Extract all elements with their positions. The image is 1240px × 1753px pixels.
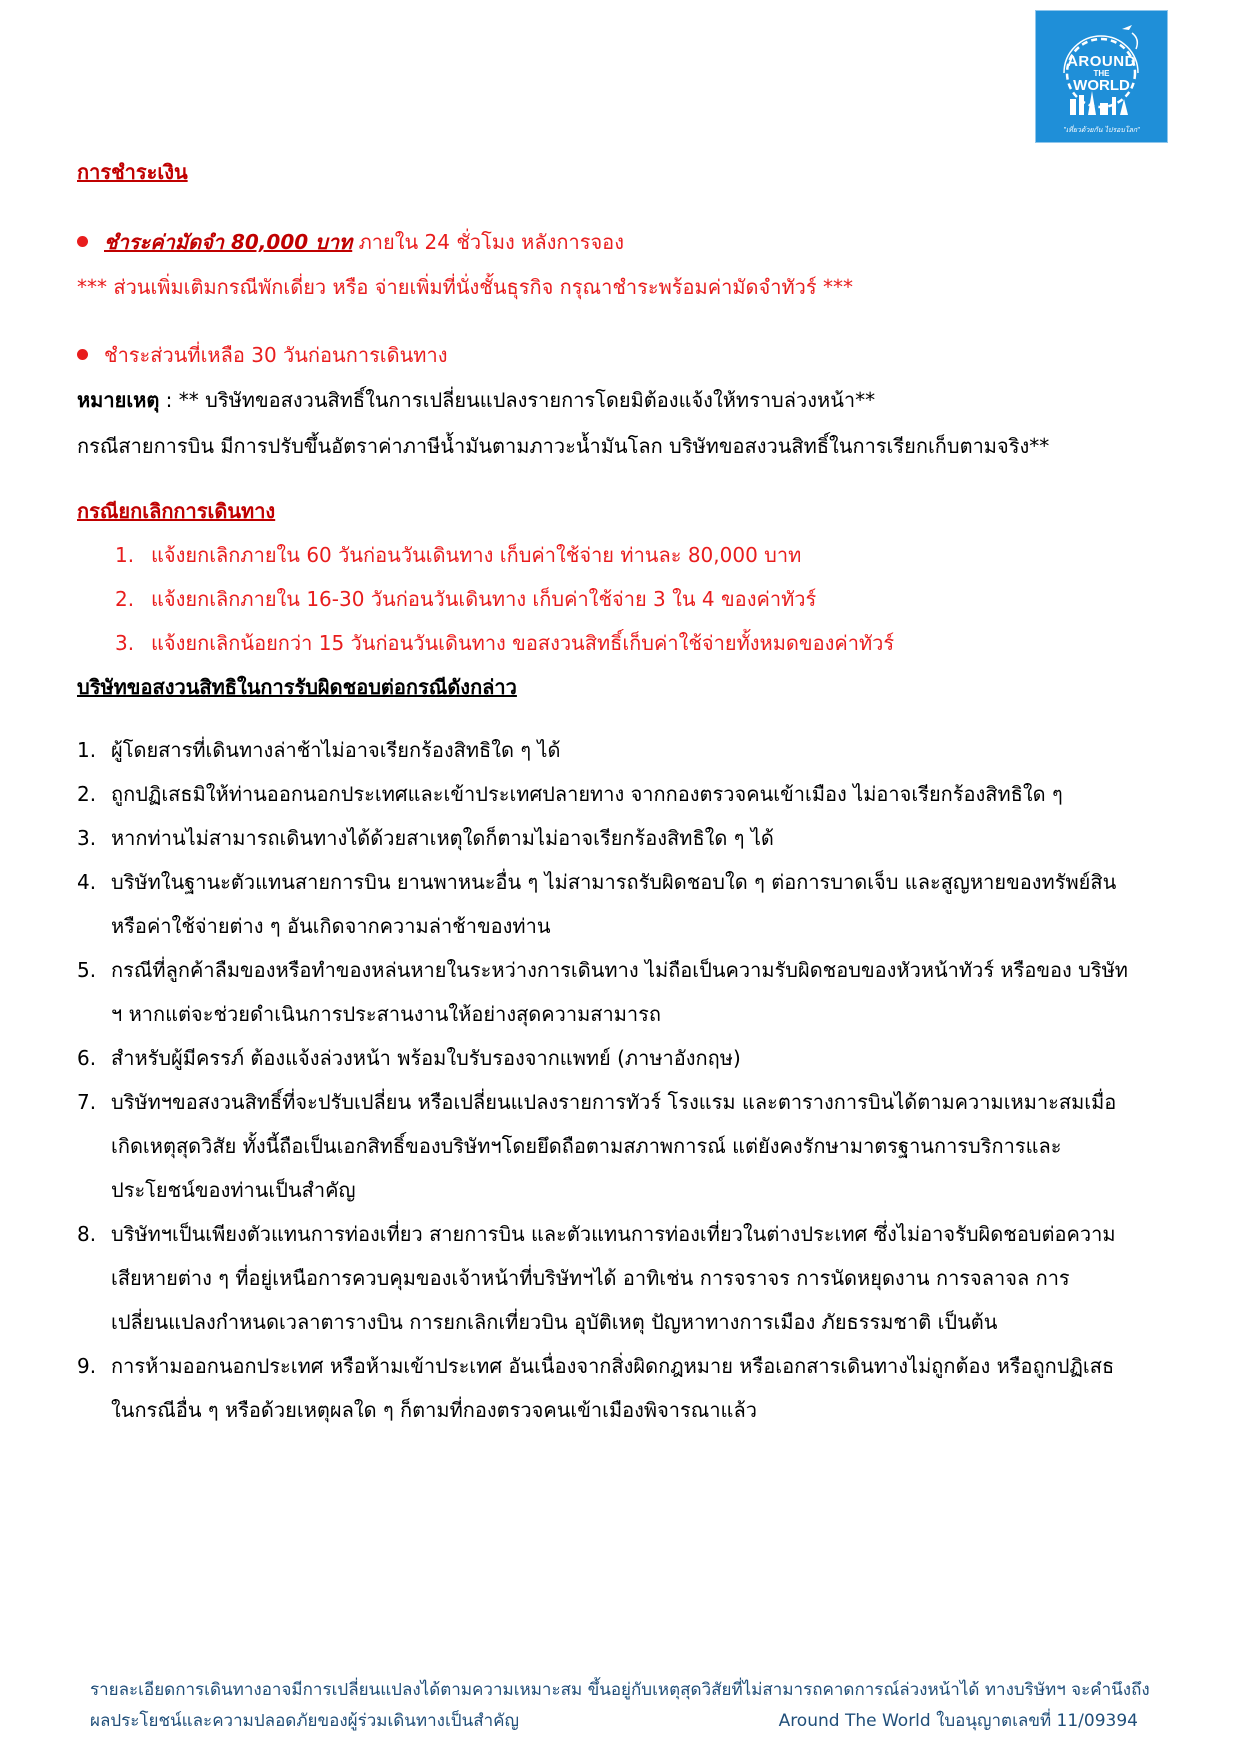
liability-item: 8. บริษัทฯเป็นเพียงตัวแทนการท่องเที่ยว สายการบิน และตัวแทนการท่องเที่ยวในต่างประเทศ ซึ่งไม่อาจรับผิดชอบต่อความ (77, 1222, 1116, 1246)
footer-line2-left: ผลประโยชน์และความปลอดภัยของผู้ร่วมเดินทางเป็นสำคัญ (90, 1711, 519, 1731)
remark-text: : ** บริษัทขอสงวนสิทธิ์ในการเปลี่ยนแปลงรายการโดยมิต้องแจ้งให้ทราบล่วงหน้า** (159, 388, 876, 412)
bullet-icon (77, 349, 88, 360)
liability-item: 6. สำหรับผู้มีครรภ์ ต้องแจ้งล่วงหน้า พร้อมใบรับรองจากแพทย์ (ภาษาอังกฤษ) (77, 1046, 741, 1070)
deposit-emphasis: ชำระค่ามัดจำ 80,000 บาท (104, 230, 353, 254)
payment-heading: การชำระเงิน (77, 160, 188, 184)
logo-tagline: "เที่ยวด้วยกัน ไปรอบโลก" (1063, 127, 1140, 134)
liability-heading: บริษัทขอสงวนสิทธิในการรับผิดชอบต่อกรณีดังกล่าว (77, 675, 517, 699)
bullet-icon (77, 236, 88, 247)
liability-item: 2. ถูกปฏิเสธมิให้ท่านออกนอกประเทศและเข้าประเทศปลายทาง จากกองตรวจคนเข้าเมือง ไม่อาจเรียกร้องสิทธิใด ๆ (77, 782, 1063, 806)
company-logo (1035, 10, 1168, 143)
balance-text: ชำระส่วนที่เหลือ 30 วันก่อนการเดินทาง (104, 343, 448, 367)
liability-item-cont: ฯ หากแต่จะช่วยดำเนินการประสานงานให้อย่างสุดความสามารถ (111, 1002, 662, 1026)
deposit-rest: ภายใน 24 ชั่วโมง หลังการจอง (352, 230, 624, 254)
liability-item: 9. การห้ามออกนอกประเทศ หรือห้ามเข้าประเทศ อันเนื่องจากสิ่งผิดกฎหมาย หรือเอกสารเดินทางไม่ถูกต้อง หรือถูกปฏิเสธ (77, 1354, 1115, 1378)
cancellation-item: 3. แจ้งยกเลิกน้อยกว่า 15 วันก่อนวันเดินทาง ขอสงวนสิทธิ์เก็บค่าใช้จ่ายทั้งหมดของค่าทัวร์ (115, 631, 895, 655)
liability-item: 3. หากท่านไม่สามารถเดินทางได้ด้วยสาเหตุใดก็ตามไม่อาจเรียกร้องสิทธิใด ๆ ได้ (77, 826, 774, 850)
liability-item-cont: หรือค่าใช้จ่ายต่าง ๆ อันเกิดจากความล่าช้าของท่าน (111, 914, 551, 938)
deposit-line (77, 227, 624, 257)
cancellation-heading: กรณียกเลิกการเดินทาง (77, 499, 276, 523)
footer-line1: รายละเอียดการเดินทางอาจมีการเปลี่ยนแปลงได้ตามความเหมาะสม ขึ้นอยู่กับเหตุสุดวิสัยที่ไม่สามารถคาดการณ์ล่วงหน้าได้ ทางบริษัทฯ จะคำนึงถึง (90, 1680, 1150, 1700)
logo-line1: AROUND (1067, 53, 1136, 70)
liability-item-cont: เสียหายต่าง ๆ ที่อยู่เหนือการควบคุมของเจ้าหน้าที่บริษัทฯได้ อาทิเช่น การจราจร การนัดหยุดงาน การจลาจล การ (111, 1266, 1070, 1290)
liability-item-cont: ในกรณีอื่น ๆ หรือด้วยเหตุผลใด ๆ ก็ตามที่กองตรวจคนเข้าเมืองพิจารณาแล้ว (111, 1398, 757, 1422)
liability-item: 7. บริษัทฯขอสงวนสิทธิ์ที่จะปรับเปลี่ยน หรือเปลี่ยนแปลงรายการทัวร์ โรงแรม และตารางการบินได้ตามความเหมาะสมเมื่อ (77, 1090, 1117, 1114)
liability-item-cont: เปลี่ยนแปลงกำหนดเวลาตารางบิน การยกเลิกเที่ยวบิน อุบัติเหตุ ปัญหาทางการเมือง ภัยธรรมชาติ เป็นต้น (111, 1310, 998, 1334)
logo-line2: THE (1093, 69, 1110, 78)
remark-line (77, 385, 875, 415)
cancellation-item: 2. แจ้งยกเลิกภายใน 16-30 วันก่อนวันเดินทาง เก็บค่าใช้จ่าย 3 ใน 4 ของค่าทัวร์ (115, 587, 817, 611)
liability-item: 1. ผู้โดยสารที่เดินทางล่าช้าไม่อาจเรียกร้องสิทธิใด ๆ ได้ (77, 738, 561, 762)
footer-line2-right: Around The World ใบอนุญาตเลขที่ 11/09394 (778, 1711, 1138, 1731)
cancellation-item: 1. แจ้งยกเลิกภายใน 60 วันก่อนวันเดินทาง เก็บค่าใช้จ่าย ท่านละ 80,000 บาท (115, 543, 802, 567)
extra-note: *** ส่วนเพิ่มเติมกรณีพักเดี่ยว หรือ จ่ายเพิ่มที่นั่งชั้นธุรกิจ กรุณาชำระพร้อมค่ามัดจำทัวร์ *** (77, 275, 853, 299)
liability-item: 4. บริษัทในฐานะตัวแทนสายการบิน ยานพาหนะอื่น ๆ ไม่สามารถรับผิดชอบใด ๆ ต่อการบาดเจ็บ และสูญหายของทรัพย์สิน (77, 870, 1117, 894)
liability-item: 5. กรณีที่ลูกค้าลืมของหรือทำของหล่นหายในระหว่างการเดินทาง ไม่ถือเป็นความรับผิดชอบของหัวหน้าทัวร์ หรือของ บริษัท (77, 958, 1128, 982)
logo-line3: WORLD (1073, 77, 1130, 94)
remark-label: หมายเหตุ (77, 388, 160, 412)
fuel-note: กรณีสายการบิน มีการปรับขึ้นอัตราค่าภาษีน้ำมันตามภาวะน้ำมันโลก บริษัทขอสงวนสิทธิ์ในการเรียกเก็บตามจริง** (77, 434, 1050, 458)
balance-line (77, 340, 448, 370)
liability-item-cont: ประโยชน์ของท่านเป็นสำคัญ (111, 1178, 356, 1202)
liability-item-cont: เกิดเหตุสุดวิสัย ทั้งนี้ถือเป็นเอกสิทธิ์ของบริษัทฯโดยยึดถือตามสภาพการณ์ แต่ยังคงรักษามาตรฐานการบริการและ (111, 1134, 1062, 1158)
